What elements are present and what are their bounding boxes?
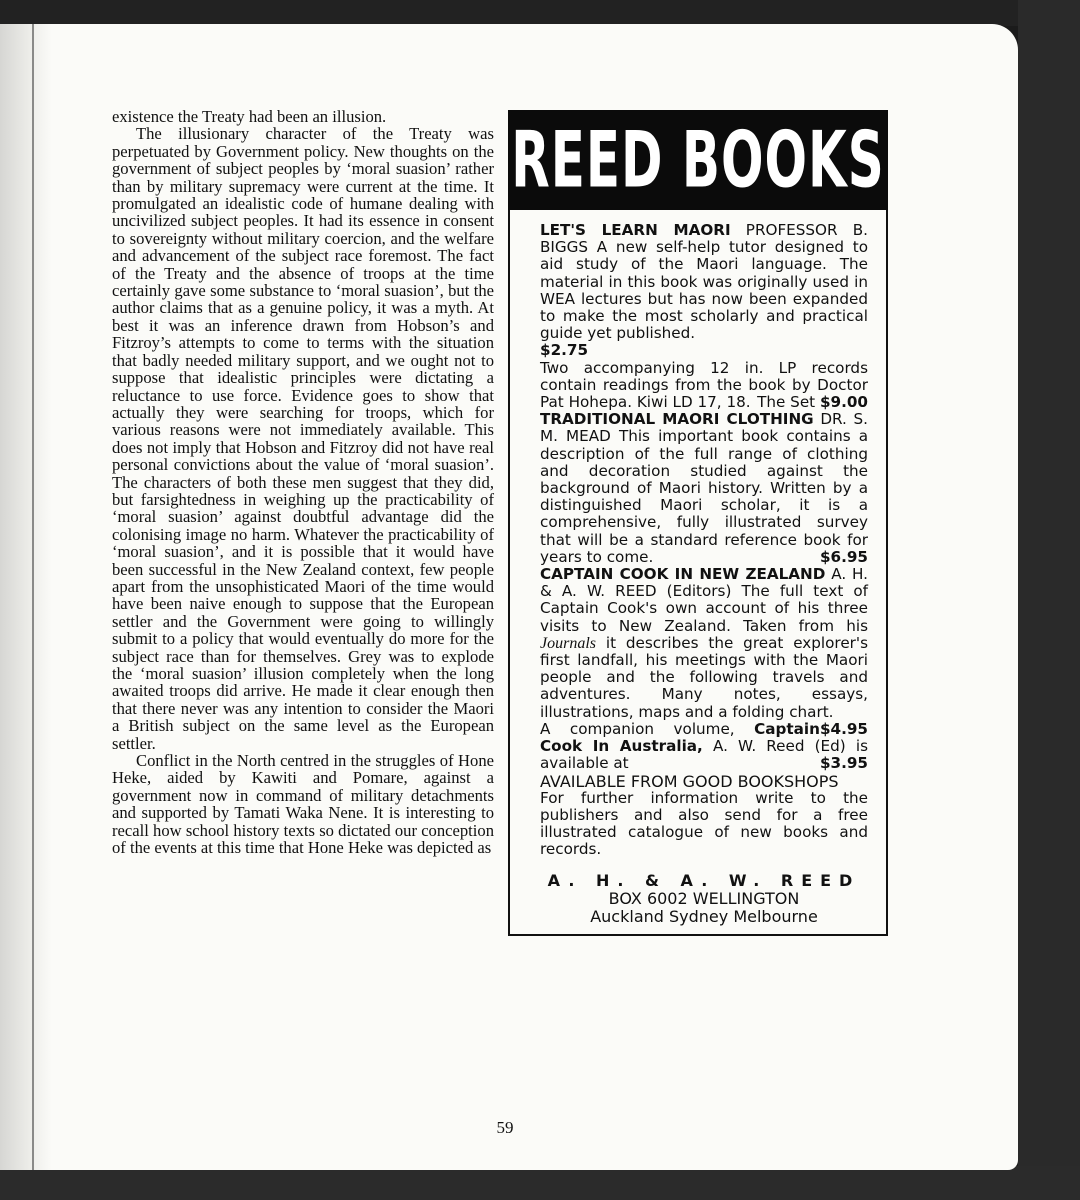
article-paragraph-2: The illusionary character of the Treaty was perpetuated by Government policy. New thoughts on the government of subject peoples by ‘moral suasion’ rather than by military supremacy were current at the time. It promulgated an idealistic code of humane dealing with uncivilized subject peoples. It had its essence in consent to sovereignty without military coercion, and the welfare and advancement of the subject race foremost. The fact of the Treaty and the absence of troops at the time certainly gave some substance to ‘moral suasion’, but the author claims that as a genuine policy, it was a myth. At best it was an inference drawn from Hobson’s and Fitzroy’s attempts to come to terms with the situation that badly needed military support, and we ought not to suppose that idealistic principles were dictating a reluctance to use force. Evidence goes to show that actually they were searching for troops, which for various reasons were not immediately available. This does not imply that Hobson and Fitzroy did not have real personal convictions about the value of ‘moral suasion’. The characters of both these men suggest that they did, but farsightedness in weighing up the practicability of ‘moral suasion’ against doubtful advantage did the colonising image no harm. Whatever the practicability of ‘moral suasion’, and it is possible that it would have been successful in the New Zealand context, few people apart from the unsophisticated Maori of the time would have been naive enough to suppose that the European settler and the Government were going to willingly submit to a policy that would eventually do more for the subject race than for themselves. Grey was to explode the ‘moral suasion’ illusion completely when the long awaited troops did arrive. He made it clear enough then that there never was any intention to consider the Maori a British subject on the same level as the European settler. (112, 124, 494, 753)
scan-border-bottom (0, 1166, 1080, 1200)
book-author: DR. S. M. MEAD (540, 410, 868, 446)
book-description: This important book contains a description of the full range of clothing and decoration studied against the background of Maori history. Written by a distinguished Maori scholar, it is a comprehensive, fully illustrated survey that will be a standard reference book for years to come. (540, 427, 869, 566)
ad-body (508, 210, 888, 936)
journals-italic: Journals (540, 634, 596, 652)
book-price: $4.95 (819, 719, 868, 738)
page-number: 59 (496, 1118, 514, 1137)
companion-price: $3.95 (819, 754, 868, 773)
publisher-address: BOX 6002 WELLINGTON (608, 888, 800, 908)
records-price: $9.00 (819, 393, 868, 412)
article-paragraph-3: Conflict in the North centred in the struggles of Hone Heke, aided by Kawiti and Pomare, against a government now in command of military detachments and supported by Tamati Waka Nene. It is interesting to recall how school history texts so dictated our conception of the events at this time that Hone Heke was depicted as (112, 751, 494, 858)
companion-author: A. W. Reed (Ed) (712, 737, 846, 756)
publisher-name: A. H. & A. W. REED (547, 871, 861, 891)
book-title: CAPTAIN COOK IN NEW ZEALAND (540, 565, 826, 584)
publisher-cities: Auckland Sydney Melbourne (590, 906, 818, 926)
book-description: A new self-help tutor designed to aid study of the Maori language. The material in this book was originally used in WEA lectures but has now been expanded to make the most scholarly and practical guide yet published. (540, 238, 869, 343)
book-description: The full text of Captain Cook's own account of his three visits to New Zealand. Taken from his (540, 582, 869, 635)
article-paragraph-1: existence the Treaty had been an illusion. (112, 107, 387, 126)
book-entry-lets-learn-maori (540, 222, 868, 342)
records-set-label: The Set (757, 393, 816, 412)
binding-line (32, 24, 34, 1170)
ad-banner-title: REED BOOKS (511, 115, 885, 205)
further-information: For further information write to the publishers and also send for a free illustrated catalogue of new books and records. (540, 788, 868, 859)
page-gutter (0, 24, 52, 1170)
records-set-price (757, 394, 868, 411)
available-notice: AVAILABLE FROM GOOD BOOKSHOPS (540, 771, 839, 791)
companion-title: Captain Cook In Australia, (540, 719, 820, 756)
book-title: LET'S LEARN MAORI (540, 221, 731, 239)
book-author: PROFESSOR B. BIGGS (540, 221, 868, 257)
companion-tail: is available at (540, 737, 868, 773)
companion-lead: A companion volume, (540, 719, 735, 738)
records-entry (540, 360, 868, 412)
book-description-continued: it describes the great explorer's first landfall, his meetings with the Maori people and the following travels and adventures. Many notes, essays, illustrations, maps and a folding chart. (540, 633, 869, 721)
publisher-block (540, 872, 868, 925)
scan-border-right (1018, 0, 1080, 1200)
records-description: Two accompanying 12 in. LP records contain readings from the book by Doctor Pat Hohepa. Kiwi LD 17, 18. (540, 358, 868, 412)
book-title: TRADITIONAL MAORI CLOTHING (540, 410, 814, 429)
price-line (540, 342, 868, 359)
book-author: A. H. & A. W. REED (Editors) (540, 565, 868, 601)
book-entry-traditional-maori-clothing (540, 411, 868, 566)
ad-banner (508, 110, 888, 210)
companion-volume-entry (540, 721, 868, 773)
book-page (0, 24, 1018, 1170)
book-price: $2.75 (540, 341, 589, 360)
article-column (112, 108, 494, 856)
reed-books-advertisement (508, 110, 888, 936)
book-price: $6.95 (819, 547, 868, 566)
scan-border-top (0, 0, 1080, 26)
